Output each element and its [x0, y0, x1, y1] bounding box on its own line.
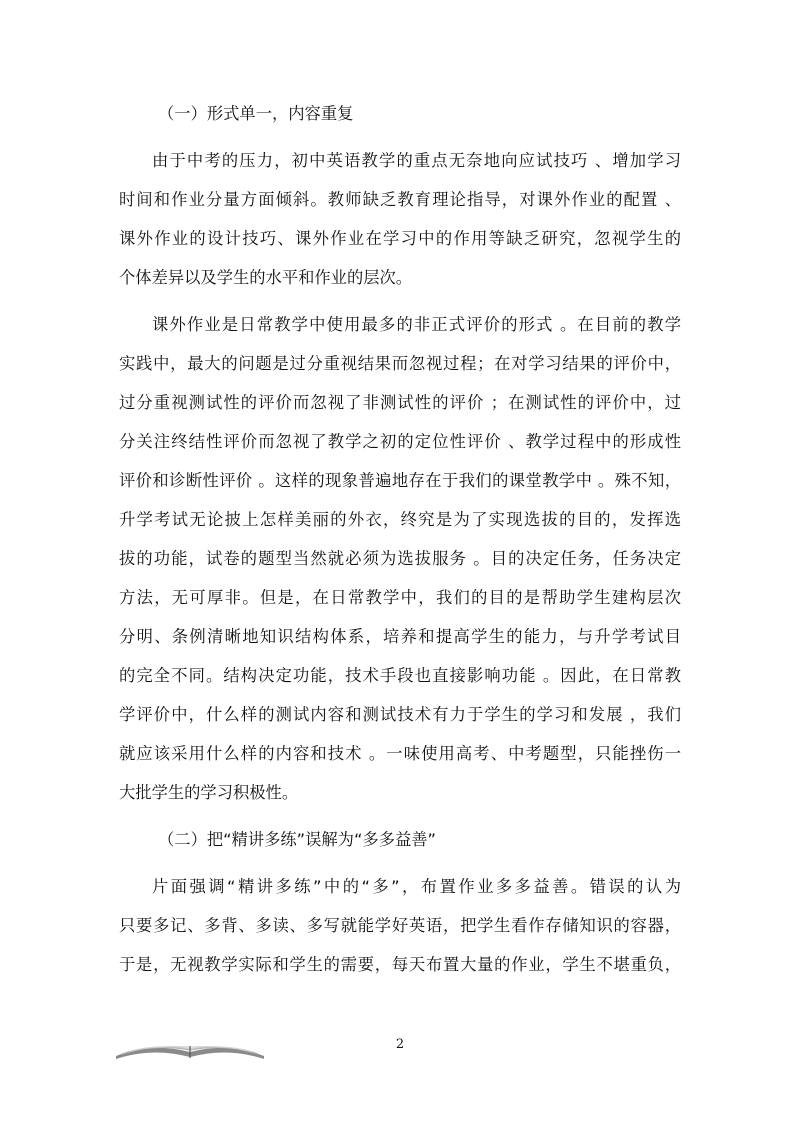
page-number: 2: [395, 1037, 405, 1052]
paragraph-line: 过分重视测试性的评价而忽视了非测试性的评价 ；在测试性的评价中，过: [119, 393, 681, 412]
section-heading-1: （一）形式单一，内容重复: [158, 104, 354, 123]
section-heading-2: （二）把“精讲多练”误解为“多多益善”: [158, 830, 436, 849]
paragraph-line: 分关注终结性评价而忽视了教学之初的定位性评价 、教学过程中的形成性: [119, 432, 681, 451]
paragraph-line: 的完全不同。结构决定功能，技术手段也直接影响功能 。因此，在日常教: [119, 666, 681, 685]
paragraph-line: 个体差异以及学生的水平和作业的层次。: [119, 268, 413, 287]
paragraph-line: 就应该采用什么样的内容和技术 。一味使用高考、中考题型，只能挫伤一: [119, 744, 681, 763]
paragraph-line: 分明、条例清晰地知识结构体系，培养和提高学生的能力，与升学考试目: [119, 627, 681, 646]
open-book-icon: [112, 1036, 268, 1062]
paragraph-line: 评价和诊断性评价 。这样的现象普遍地存在于我们的课堂教学中 。殊不知，: [119, 471, 681, 490]
paragraph-line: 只要多记、多背、多读、多写就能学好英语，把学生看作存储知识的容器，: [119, 916, 681, 935]
paragraph-line: 课外作业的设计技巧、课外作业在学习中的作用等缺乏研究，忽视学生的: [119, 229, 681, 248]
paragraph-line: 学评价中，什么样的测试内容和测试技术有力于学生的学习和发展 ，我们: [119, 705, 681, 724]
paragraph-line: 课外作业是日常教学中使用最多的非正式评价的形式 。在目前的教学: [152, 315, 681, 334]
paragraph-line: 升学考试无论披上怎样美丽的外衣，终究是为了实现选拔的目的，发挥选: [119, 510, 681, 529]
paragraph-line: 大批学生的学习积极性。: [119, 783, 299, 802]
paragraph-line: 于是，无视教学实际和学生的需要，每天布置大量的作业，学生不堪重负，: [119, 955, 681, 974]
paragraph-line: 拔的功能，试卷的题型当然就必须为选拔服务 。目的决定任务，任务决定: [119, 549, 681, 568]
paragraph-line: 由于中考的压力，初中英语教学的重点无奈地向应试技巧 、增加学习: [152, 151, 681, 170]
paragraph-line: 实践中，最大的问题是过分重视结果而忽视过程；在对学习结果的评价中，: [119, 354, 681, 373]
paragraph-line: 时间和作业分量方面倾斜。教师缺乏教育理论指导，对课外作业的配置 、: [119, 190, 681, 209]
paragraph-line: 片面强调“精讲多练”中的“多”，布置作业多多益善。错误的认为: [152, 877, 681, 896]
paragraph-line: 方法，无可厚非。但是，在日常教学中，我们的目的是帮助学生建构层次: [119, 588, 681, 607]
